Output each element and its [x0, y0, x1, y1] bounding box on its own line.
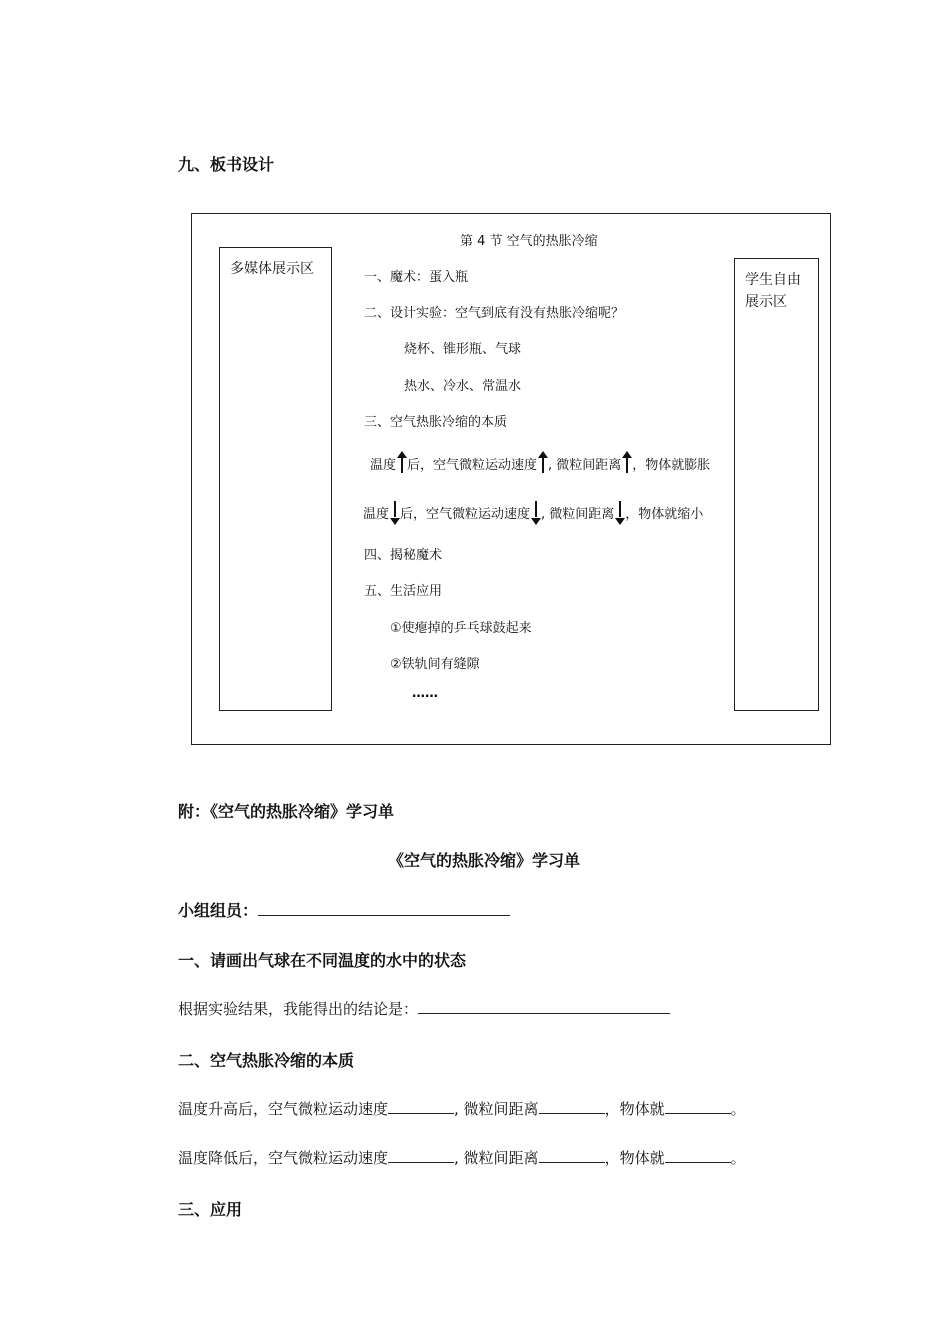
multimedia-panel: [219, 247, 332, 711]
members-label: 小组组员：: [178, 901, 259, 920]
rise-speed-blank[interactable]: [388, 1112, 454, 1114]
fall-fill-c: ，物体就: [604, 1149, 665, 1167]
fall-result: ，物体就缩小: [625, 507, 704, 522]
members-line: [178, 898, 510, 921]
down-arrow-icon: [531, 501, 540, 523]
rise-fill-a: 温度升高后，空气微粒运动速度: [178, 1100, 389, 1118]
board-item-reveal: 四、揭秘魔术: [364, 548, 443, 563]
board-title: 第 4 节 空气的热胀冷缩: [460, 234, 598, 249]
fall-fill-b: , 微粒间距离: [454, 1149, 539, 1167]
up-arrow-icon: [538, 452, 547, 474]
multimedia-panel-label: 多媒体展示区: [230, 261, 314, 277]
board-item-ellipsis: ……: [412, 686, 438, 701]
question-1: 一、请画出气球在不同温度的水中的状态: [178, 951, 467, 970]
fall-distance-blank[interactable]: [539, 1161, 605, 1163]
fall-temp: 温度: [363, 507, 390, 522]
fall-fill-line: [178, 1147, 746, 1168]
rise-speed: 后，空气微粒运动速度: [407, 458, 538, 473]
question-3: 三、应用: [178, 1200, 243, 1219]
fall-speed-blank[interactable]: [388, 1161, 454, 1163]
rise-result-blank[interactable]: [665, 1112, 731, 1114]
question-2: 二、空气热胀冷缩的本质: [178, 1051, 355, 1070]
board-item-waters: 热水、冷水、常温水: [404, 379, 522, 394]
board-item-app1: ①使瘪掉的乒乓球鼓起来: [390, 621, 532, 636]
fall-fill-a: 温度降低后，空气微粒运动速度: [178, 1149, 389, 1167]
blackboard-design: [191, 213, 831, 745]
board-item-essence: 三、空气热胀冷缩的本质: [364, 415, 508, 430]
up-arrow-icon: [397, 452, 406, 474]
fall-speed: 后，空气微粒运动速度: [400, 507, 531, 522]
fall-distance: , 微粒间距离: [541, 507, 615, 522]
rise-fill-c: ，物体就: [604, 1100, 665, 1118]
board-item-apply: 五、生活应用: [364, 584, 443, 599]
student-panel-label: 学生自由展示区: [745, 272, 801, 310]
rise-fill-b: , 微粒间距离: [454, 1100, 539, 1118]
rise-fill-line: [178, 1098, 746, 1119]
down-arrow-icon: [615, 501, 624, 523]
appendix-heading: 附：《空气的热胀冷缩》学习单: [178, 802, 395, 821]
fall-fill-d: 。: [730, 1149, 746, 1167]
rise-result: ，物体就膨胀: [632, 458, 711, 473]
conclusion-blank[interactable]: [418, 1012, 670, 1014]
board-item-materials: 烧杯、锥形瓶、气球: [404, 342, 522, 357]
conclusion-label: 根据实验结果，我能得出的结论是：: [178, 1000, 419, 1018]
sheet-title: 《空气的热胀冷缩》学习单: [388, 851, 581, 870]
rise-temp: 温度: [370, 458, 397, 473]
members-blank[interactable]: [258, 914, 510, 916]
board-fall-line: [363, 501, 703, 523]
down-arrow-icon: [390, 501, 399, 523]
rise-distance: , 微粒间距离: [548, 458, 622, 473]
conclusion-line: [178, 998, 670, 1019]
rise-distance-blank[interactable]: [539, 1112, 605, 1114]
board-item-design: 二、设计实验：空气到底有没有热胀冷缩呢？: [364, 306, 625, 321]
student-panel: [734, 258, 819, 711]
board-item-magic: 一、魔术：蛋入瓶: [364, 270, 469, 285]
board-item-app2: ②铁轨间有缝隙: [390, 657, 480, 672]
section-title: 九、板书设计: [178, 155, 275, 174]
fall-result-blank[interactable]: [665, 1161, 731, 1163]
up-arrow-icon: [622, 452, 631, 474]
board-rise-line: [370, 452, 710, 474]
rise-fill-d: 。: [730, 1100, 746, 1118]
